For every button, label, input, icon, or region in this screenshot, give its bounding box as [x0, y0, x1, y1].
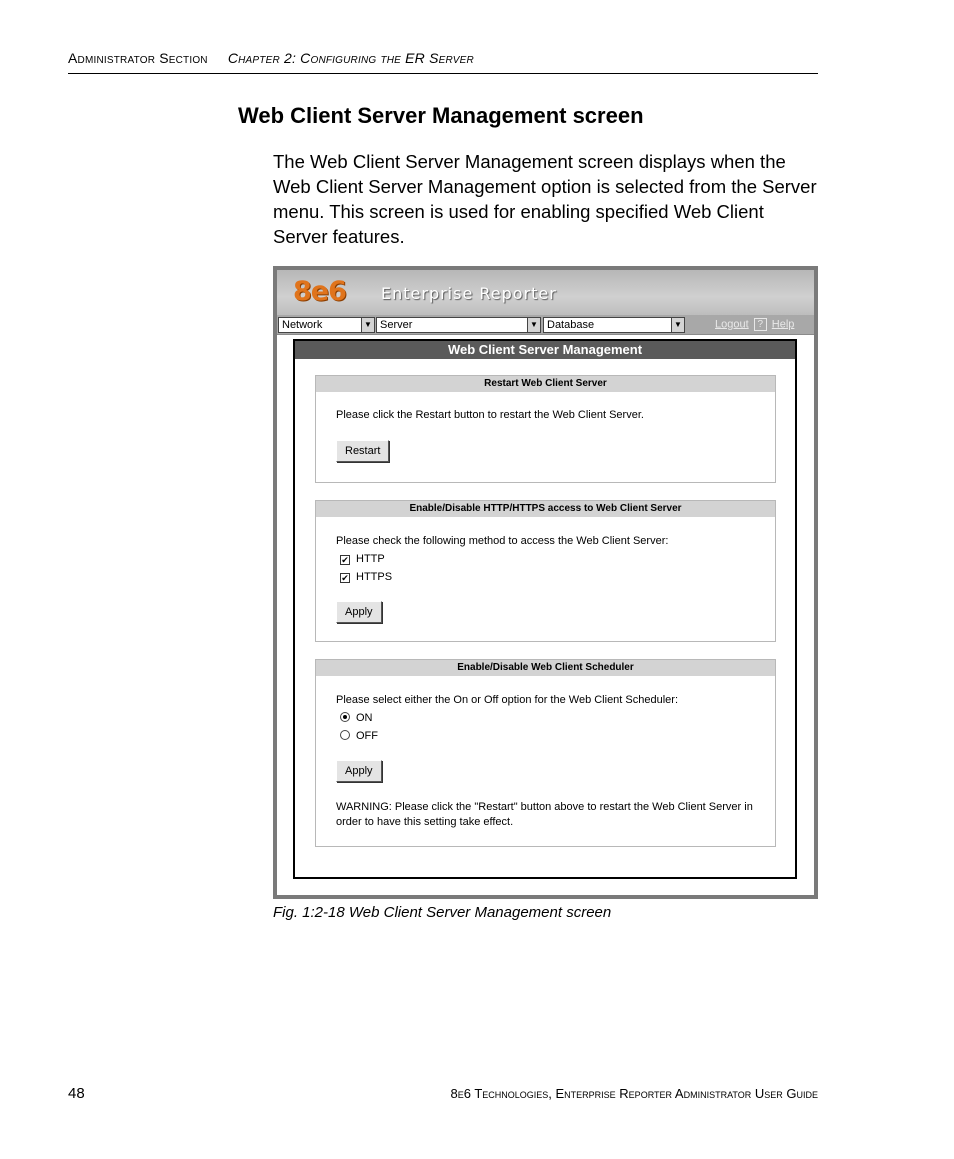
server-menu-label: Server — [380, 319, 413, 331]
brand-logo: 8e6 — [293, 276, 346, 307]
scheduler-section-title: Enable/Disable Web Client Scheduler — [316, 660, 775, 676]
on-label: ON — [356, 712, 373, 724]
http-label: HTTP — [356, 553, 385, 565]
scheduler-apply-button[interactable]: Apply — [336, 760, 382, 782]
network-menu-select[interactable] — [278, 317, 375, 333]
figure-caption: Fig. 1:2-18 Web Client Server Management screen — [273, 904, 612, 921]
database-menu-select[interactable] — [543, 317, 685, 333]
radio-unselected-icon[interactable] — [340, 730, 350, 740]
http-checkbox[interactable] — [340, 553, 385, 565]
https-label: HTTPS — [356, 571, 393, 583]
app-name: Enterprise Reporter — [381, 284, 557, 303]
management-panel-title: Web Client Server Management — [295, 341, 795, 359]
access-apply-button[interactable]: Apply — [336, 601, 382, 623]
running-footer: 8e6 Technologies, Enterprise Reporter Administrator User Guide — [450, 1086, 818, 1101]
chevron-down-icon[interactable]: ▼ — [527, 318, 540, 332]
figure-screenshot — [273, 266, 818, 899]
running-head — [68, 50, 818, 74]
running-head-section: Administrator Section — [68, 50, 208, 66]
scheduler-section — [315, 659, 776, 847]
network-menu-label: Network — [282, 319, 323, 331]
page-number: 48 — [68, 1085, 85, 1102]
radio-selected-icon[interactable] — [340, 712, 350, 722]
access-instruction: Please check the following method to access the Web Client Server: — [336, 535, 669, 547]
chevron-down-icon[interactable]: ▼ — [671, 318, 684, 332]
app-window — [277, 270, 814, 895]
menu-links — [715, 318, 794, 331]
checkbox-checked-icon[interactable]: ✔ — [341, 573, 349, 583]
restart-section — [315, 375, 776, 483]
access-section — [315, 500, 776, 642]
off-label: OFF — [356, 730, 378, 742]
chevron-down-icon[interactable]: ▼ — [361, 318, 374, 332]
help-link[interactable]: Help — [771, 318, 795, 331]
https-checkbox[interactable] — [340, 571, 392, 583]
access-section-title: Enable/Disable HTTP/HTTPS access to Web Client Server — [316, 501, 775, 517]
restart-instruction: Please click the Restart button to restart the Web Client Server. — [336, 409, 644, 421]
server-menu-select[interactable] — [376, 317, 541, 333]
database-menu-label: Database — [547, 319, 595, 331]
running-head-chapter: Chapter 2: Configuring the ER Server — [227, 50, 474, 66]
management-panel — [293, 339, 797, 879]
scheduler-on-radio[interactable] — [340, 712, 373, 724]
menu-bar — [277, 315, 814, 335]
scheduler-warning: WARNING: Please click the "Restart" button above to restart the Web Client Server in order to have this setting take effect. — [336, 801, 753, 828]
restart-section-title: Restart Web Client Server — [316, 376, 775, 392]
restart-button[interactable]: Restart — [336, 440, 389, 462]
help-icon[interactable]: ? — [754, 318, 767, 331]
checkbox-checked-icon[interactable]: ✔ — [341, 555, 349, 565]
intro-paragraph: The Web Client Server Management screen displays when the Web Client Server Management option is selected from the Server menu. This screen is used for enabling specified Web Client Server features. — [273, 151, 817, 247]
scheduler-instruction: Please select either the On or Off option for the Web Client Scheduler: — [336, 694, 679, 706]
app-header — [277, 270, 814, 315]
logout-link[interactable]: Logout — [715, 318, 749, 331]
section-title: Web Client Server Management screen — [238, 103, 644, 128]
scheduler-off-radio[interactable] — [340, 730, 378, 742]
